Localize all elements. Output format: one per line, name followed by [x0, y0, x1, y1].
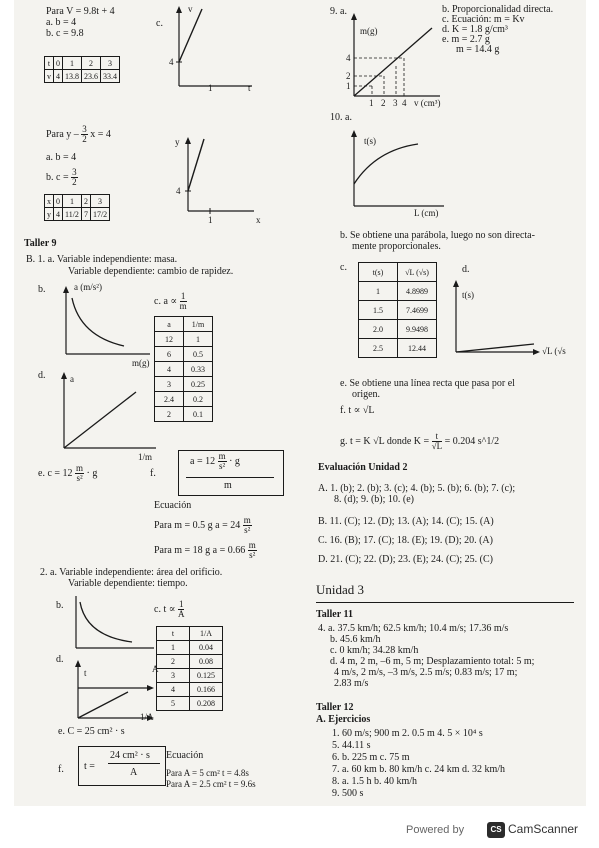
eval-c: C. 16. (B); 17. (C); 18. (E); 19. (D); 20. (A): [318, 535, 493, 546]
p2-a: a. b = 4: [46, 152, 77, 163]
p2-graph-y: y: [175, 137, 180, 147]
q10-label: 10. a.: [330, 112, 352, 123]
b1b-graph: [54, 284, 154, 364]
p1-b: b. c = 9.8: [46, 28, 84, 39]
p1-table-row: [45, 57, 120, 70]
b1-table-cell: 6: [155, 347, 184, 362]
camscanner-brand: CamScanner: [508, 822, 579, 836]
t11-4a: 4. a. 37.5 km/h; 62.5 km/h; 10.4 m/s; 17.36 m/s: [318, 623, 509, 634]
eval-b: B. 11. (C); 12. (D); 13. (A); 14. (C); 15. (A): [318, 516, 494, 527]
b1-table-cell: 0.25: [184, 377, 213, 392]
q10-table-row: [359, 339, 437, 358]
b2d-label: d.: [56, 654, 64, 665]
b2-table-row: [157, 627, 223, 641]
p1-graph-y: v: [188, 4, 193, 14]
q10-table-cell: 1: [359, 282, 398, 301]
t12-1: 1. 60 m/s; 900 m 2. 0.5 m 4. 5 × 10⁴ s: [332, 728, 483, 739]
p1-table-cell: 33.4: [101, 70, 120, 83]
p2-graph: [174, 135, 264, 221]
p2-table-cell: 1: [63, 195, 82, 208]
p2-table-cell: 11/2: [63, 208, 82, 221]
b1-table-row: [155, 317, 213, 332]
para4: Para A = 2.5 cm² t = 9.6s: [166, 779, 256, 789]
p1-table-cell: 4: [54, 70, 63, 83]
b1-table-cell: 1: [184, 332, 213, 347]
b1f-label: f.: [150, 468, 156, 479]
p1-title: Para V = 9.8t + 4: [46, 6, 115, 17]
t12-5: 5. 44.11 s: [332, 740, 371, 751]
b2-table-cell: 4: [157, 683, 190, 697]
p2-table-cell: 2: [81, 195, 90, 208]
p1-table-cell: 2: [82, 57, 101, 70]
para1: Para m = 0.5 g a = 24 $\frac{m}{\text{s²}}$: [154, 515, 251, 535]
q10-table-cell: 7.4699: [398, 301, 437, 320]
b2-table-row: [157, 697, 223, 711]
p2-graph-x1: 1: [208, 215, 213, 225]
q9-xtick-2: 2: [381, 98, 386, 108]
q10-e2: origen.: [352, 389, 381, 400]
t12-9: 9. 500 s: [332, 788, 364, 799]
p1-table-cell: 3: [101, 57, 120, 70]
p1-table-cell: t: [45, 57, 54, 70]
b1-table-cell: 2: [155, 407, 184, 422]
p2-b: b. c = $\frac{3}{2}$: [46, 167, 77, 187]
b2-table-cell: 3: [157, 669, 190, 683]
b1a-line1: B. 1. a. Variable independiente: masa.: [26, 254, 178, 265]
b2f-pre: t =: [84, 761, 95, 772]
t12-8: 8. a. 1.5 h b. 40 km/h: [332, 776, 417, 787]
b2f-num: 24 cm² · s: [110, 750, 150, 761]
b2-table: [156, 626, 223, 711]
b1-table-cell: 0.2: [184, 392, 213, 407]
q10-table-cell: 2.0: [359, 320, 398, 339]
b1f-box-den: m: [224, 480, 232, 491]
b1d-x: 1/m: [138, 452, 153, 462]
q10-table-row: [359, 282, 437, 301]
b1b-label: b.: [38, 284, 46, 295]
taller12-heading: Taller 12: [316, 702, 354, 713]
p2-table-cell: x: [45, 195, 54, 208]
q9-c: c. Ecuación: m = Kv: [442, 14, 525, 25]
p1-c: c.: [156, 18, 163, 29]
b1-table-row: [155, 377, 213, 392]
q10-table-cell: 2.5: [359, 339, 398, 358]
q10-table-cell: 1.5: [359, 301, 398, 320]
b2d-y: t: [84, 668, 87, 678]
q9-d: d. K = 1.8 g/cm³: [442, 24, 508, 35]
p2-table: [44, 194, 110, 221]
p2-table-cell: 4: [54, 208, 63, 221]
b1-table-row: [155, 347, 213, 362]
p2-table-cell: 0: [54, 195, 63, 208]
ecuacion1: Ecuación: [154, 500, 192, 511]
q10-d-label: d.: [462, 264, 470, 275]
p1-graph-x1: 1: [208, 83, 213, 93]
eval-a2: 8. (d); 9. (b); 10. (e): [334, 494, 414, 505]
q10-table: [358, 262, 437, 358]
scanned-page: [14, 0, 586, 806]
b1-table-cell: 12: [155, 332, 184, 347]
t12-7: 7. a. 60 km b. 80 km/h c. 24 km d. 32 km/h: [332, 764, 506, 775]
q10-table-cell: √L (√s): [398, 263, 437, 282]
q9-ytick-4: 4: [346, 53, 351, 63]
t11-4d1: d. 4 m, 2 m, –6 m, 5 m; Desplazamiento total: 5 m;: [330, 656, 535, 667]
b1-table-cell: 0.1: [184, 407, 213, 422]
q9-ytick-1: 1: [346, 81, 351, 91]
b2c-label: c. t ∝ $\frac{1}{A}$: [154, 599, 185, 619]
b2a-line2: Variable dependiente: tiempo.: [68, 578, 188, 589]
q10-table-cell: t(s): [359, 263, 398, 282]
taller9-heading: Taller 9: [24, 238, 57, 249]
q9-e2: m = 14.4 g: [456, 44, 500, 55]
q10-table-row: [359, 263, 437, 282]
b2f-den: A: [130, 767, 138, 778]
b2e: e. C = 25 cm² · s: [58, 726, 125, 737]
q9-e: e. m = 2.7 g: [442, 34, 490, 45]
b1d-label: d.: [38, 370, 46, 381]
q9-graph: [340, 10, 444, 110]
b1d-y: a: [70, 374, 74, 384]
b1-table-cell: a: [155, 317, 184, 332]
q9-graph-x: v (cm³): [414, 98, 441, 108]
b1-table-cell: 0.5: [184, 347, 213, 362]
b2d-A: A: [152, 664, 159, 674]
b2-table-cell: 1: [157, 641, 190, 655]
b1-table-cell: 3: [155, 377, 184, 392]
q10-graph-y: t(s): [364, 136, 376, 146]
p2-graph-xx: x: [256, 215, 261, 225]
q9-xtick-1: 1: [369, 98, 374, 108]
q10-table-row: [359, 320, 437, 339]
q10-table-cell: 9.9498: [398, 320, 437, 339]
b1-table-cell: 0.33: [184, 362, 213, 377]
b1f-box-fraction-bar: [186, 477, 274, 478]
b1f-box-top: a = 12 $\frac{m}{\text{s²}}$ · g: [190, 451, 240, 471]
p2-title: Para y – $\frac{3}{2}$ x = 4: [46, 124, 111, 144]
b2-table-row: [157, 669, 223, 683]
b2-table-cell: t: [157, 627, 190, 641]
p1-graph-xt: t: [248, 83, 251, 93]
b2-table-cell: 2: [157, 655, 190, 669]
b1d-graph: [52, 370, 162, 458]
p2-table-cell: y: [45, 208, 54, 221]
b1-table-row: [155, 392, 213, 407]
b2b-label: b.: [56, 600, 64, 611]
eval-d: D. 21. (C); 22. (D); 23. (E); 24. (C); 25. (C): [318, 554, 493, 565]
b1-table-cell: 2.4: [155, 392, 184, 407]
b2a-line1: 2. a. Variable independiente: área del orificio.: [40, 567, 223, 578]
b2f-label: f.: [58, 764, 64, 775]
b2-table-cell: 0.125: [190, 669, 223, 683]
p2-table-cell: 17/2: [90, 208, 109, 221]
q10-d-y: t(s): [462, 290, 474, 300]
b1c-label: c. a ∝ $\frac{1}{m}$: [154, 291, 187, 311]
t11-4d2: 4 m/s, 2 m/s, –3 m/s, 2.5 m/s; 0.83 m/s; 17 m;: [334, 667, 518, 678]
eval-a1: A. 1. (b); 2. (b); 3. (c); 4. (b); 5. (b); 6. (b); 7. (c);: [318, 483, 516, 494]
para2: Para m = 18 g a = 0.66 $\frac{m}{\text{s²}}$: [154, 540, 256, 560]
b2f-fraction-bar: [108, 763, 160, 764]
p1-graph-y4: 4: [169, 57, 174, 67]
q9-graph-y: m(g): [360, 26, 378, 36]
p1-table-cell: 13.8: [63, 70, 82, 83]
q10-c-label: c.: [340, 262, 347, 273]
p1-table-cell: v: [45, 70, 54, 83]
q10-table-row: [359, 301, 437, 320]
para3: Para A = 5 cm² t = 4.8s: [166, 768, 249, 778]
b2-table-cell: 0.08: [190, 655, 223, 669]
q10-e1: e. Se obtiene una línea recta que pasa por el: [340, 378, 515, 389]
q10-g: g. t = K √L donde K = $\frac{t}{√L}$ = 0.204 s^1/2: [340, 431, 500, 451]
footer: [0, 806, 599, 848]
camscanner-logo-icon: CS: [487, 822, 505, 838]
b2-table-cell: 1/A: [190, 627, 223, 641]
q10-f: f. t ∝ √L: [340, 405, 375, 416]
p2-table-cell: 3: [90, 195, 109, 208]
b2-table-row: [157, 655, 223, 669]
p2-table-cell: 7: [81, 208, 90, 221]
t12-a: A. Ejercicios: [316, 714, 371, 725]
q10-table-cell: 4.8989: [398, 282, 437, 301]
b1-table-row: [155, 362, 213, 377]
p1-table-cell: 23.6: [82, 70, 101, 83]
b2-table-row: [157, 683, 223, 697]
b2d-x: 1/A: [140, 712, 154, 722]
taller11-heading: Taller 11: [316, 609, 353, 620]
unidad3-heading: Unidad 3: [316, 582, 365, 597]
t12-6: 6. b. 225 m c. 75 m: [332, 752, 410, 763]
q9-xtick-4: 4: [402, 98, 407, 108]
q10-b1: b. Se obtiene una parábola, luego no son directa-: [340, 230, 535, 241]
unidad3-rule: [316, 602, 574, 603]
q9-label: 9. a.: [330, 6, 347, 17]
b1-table-cell: 1/m: [184, 317, 213, 332]
b2-table-cell: 0.04: [190, 641, 223, 655]
powered-by-text: Powered by: [406, 824, 465, 836]
b1e: e. c = 12 $\frac{m}{\text{s²}}$ · g: [38, 463, 98, 483]
p2-table-row: [45, 208, 110, 221]
t11-4c: c. 0 km/h; 34.28 km/h: [330, 645, 419, 656]
q10-d-x: √L (√s: [542, 346, 566, 356]
t11-4b: b. 45.6 km/h: [330, 634, 381, 645]
b2-table-row: [157, 641, 223, 655]
b1-table: [154, 316, 213, 422]
t11-4d3: 2.83 m/s: [334, 678, 369, 689]
p1-table-cell: 1: [63, 57, 82, 70]
q10-graph: [348, 128, 448, 214]
b1b-x: m(g): [132, 358, 150, 368]
ecuacion2: Ecuación: [166, 750, 204, 761]
p2-table-row: [45, 195, 110, 208]
b1-table-cell: 4: [155, 362, 184, 377]
b1-table-row: [155, 407, 213, 422]
b2-table-cell: 0.166: [190, 683, 223, 697]
q10-graph-x: L (cm): [414, 208, 439, 218]
b1b-y: a (m/s²): [74, 282, 102, 292]
q9-xtick-3: 3: [393, 98, 398, 108]
p1-table: [44, 56, 120, 83]
b2-table-cell: 0.208: [190, 697, 223, 711]
b2b-graph: [72, 594, 158, 654]
eval-title: Evaluación Unidad 2: [318, 462, 408, 473]
q9-ytick-2: 2: [346, 71, 351, 81]
b2-table-cell: 5: [157, 697, 190, 711]
q10-table-cell: 12.44: [398, 339, 437, 358]
q9-b: b. Proporcionalidad directa.: [442, 4, 554, 15]
p1-a: a. b = 4: [46, 17, 77, 28]
p1-table-cell: 0: [54, 57, 63, 70]
p2-graph-y4: 4: [176, 186, 181, 196]
b1a-line2: Variable dependiente: cambio de rapidez.: [68, 266, 234, 277]
p1-table-row: [45, 70, 120, 83]
q10-b2: mente proporcionales.: [352, 241, 441, 252]
b1-table-row: [155, 332, 213, 347]
